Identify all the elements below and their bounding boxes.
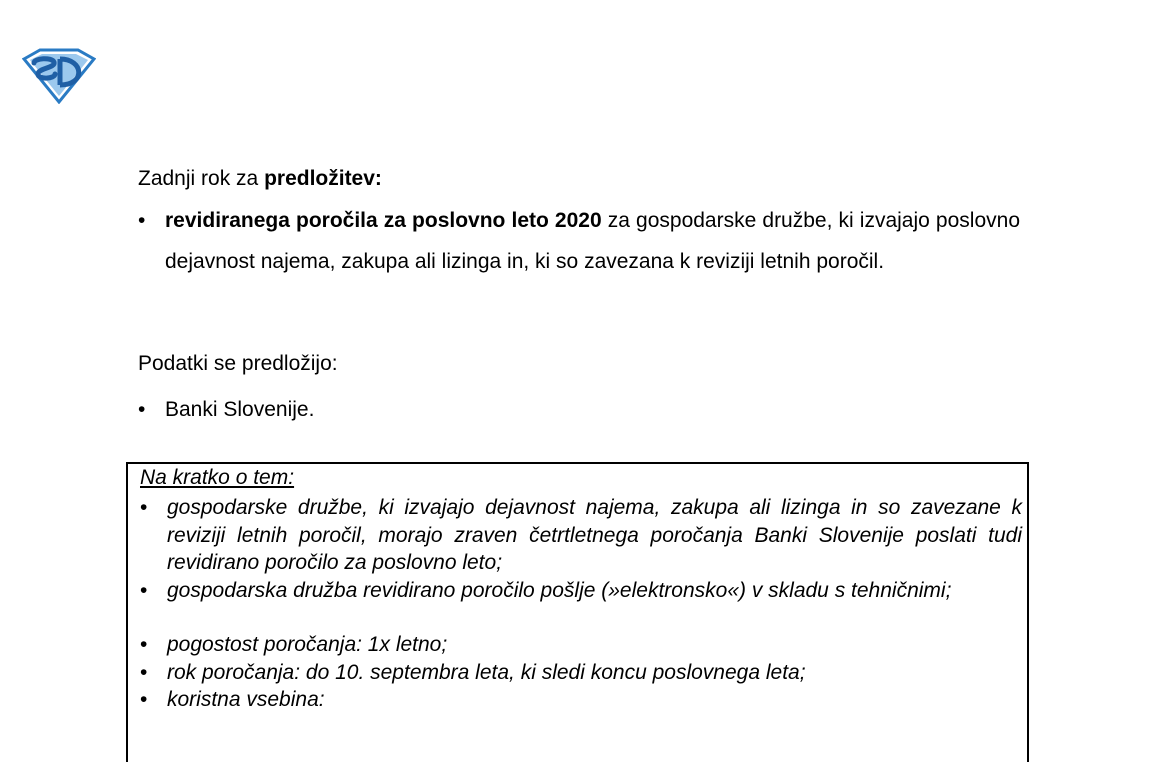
bullet: •	[140, 496, 148, 519]
deadline-intro	[138, 164, 382, 194]
spacer	[140, 604, 1022, 631]
list-item	[140, 494, 1022, 577]
list-item-text: gospodarske družbe, ki izvajajo dejavnost najema, zakupa ali lizinga in so zavezane k reviziji letnih poročil, morajo zraven četrtletnega poročanja Banki Slovenije poslati tudi revidirano poročilo za poslovno leto;	[167, 496, 1022, 574]
bullet: •	[140, 688, 148, 711]
list-item	[138, 392, 1020, 428]
bullet: •	[140, 578, 148, 602]
bullet: •	[140, 660, 148, 684]
list-item	[140, 577, 1022, 605]
list-item-text: gospodarska družba revidirano poročilo pošlje (»elektronsko«) v skladu s tehničnimi;	[167, 578, 952, 602]
list-item-bold: revidiranega poročila za poslovno leto 2020	[165, 209, 602, 232]
list-item	[138, 201, 1020, 282]
list-item	[140, 659, 1022, 687]
bullet: •	[138, 209, 146, 232]
list-item	[140, 686, 1022, 714]
deadline-intro-text: Zadnji rok za	[138, 167, 265, 190]
submission-list	[138, 392, 1020, 428]
list-item	[140, 631, 1022, 659]
summary-list	[140, 494, 1022, 714]
list-item-text: koristna vsebina:	[167, 688, 325, 711]
list-item-text: pogostost poročanja: 1x letno;	[167, 633, 448, 656]
list-item-text: za gospodarske družbe, ki izvajajo poslovno dejavnost najema, zakupa ali lizinga in, ki so zavezana k reviziji letnih poročil.	[165, 209, 1020, 273]
deadline-list	[138, 201, 1020, 282]
list-item-text: rok poročanja: do 10. septembra leta, ki sledi koncu poslovnega leta;	[167, 660, 806, 684]
sd-logo	[22, 47, 96, 104]
summary-box	[126, 462, 1029, 762]
list-item-text: Banki Slovenije.	[165, 398, 315, 421]
bullet: •	[138, 398, 146, 421]
sd-logo-icon	[22, 47, 96, 104]
bullet: •	[140, 633, 148, 656]
deadline-intro-bold: predložitev:	[264, 167, 382, 190]
submission-intro: Podatki se predložijo:	[138, 352, 338, 375]
summary-title: Na kratko o tem:	[140, 466, 295, 489]
